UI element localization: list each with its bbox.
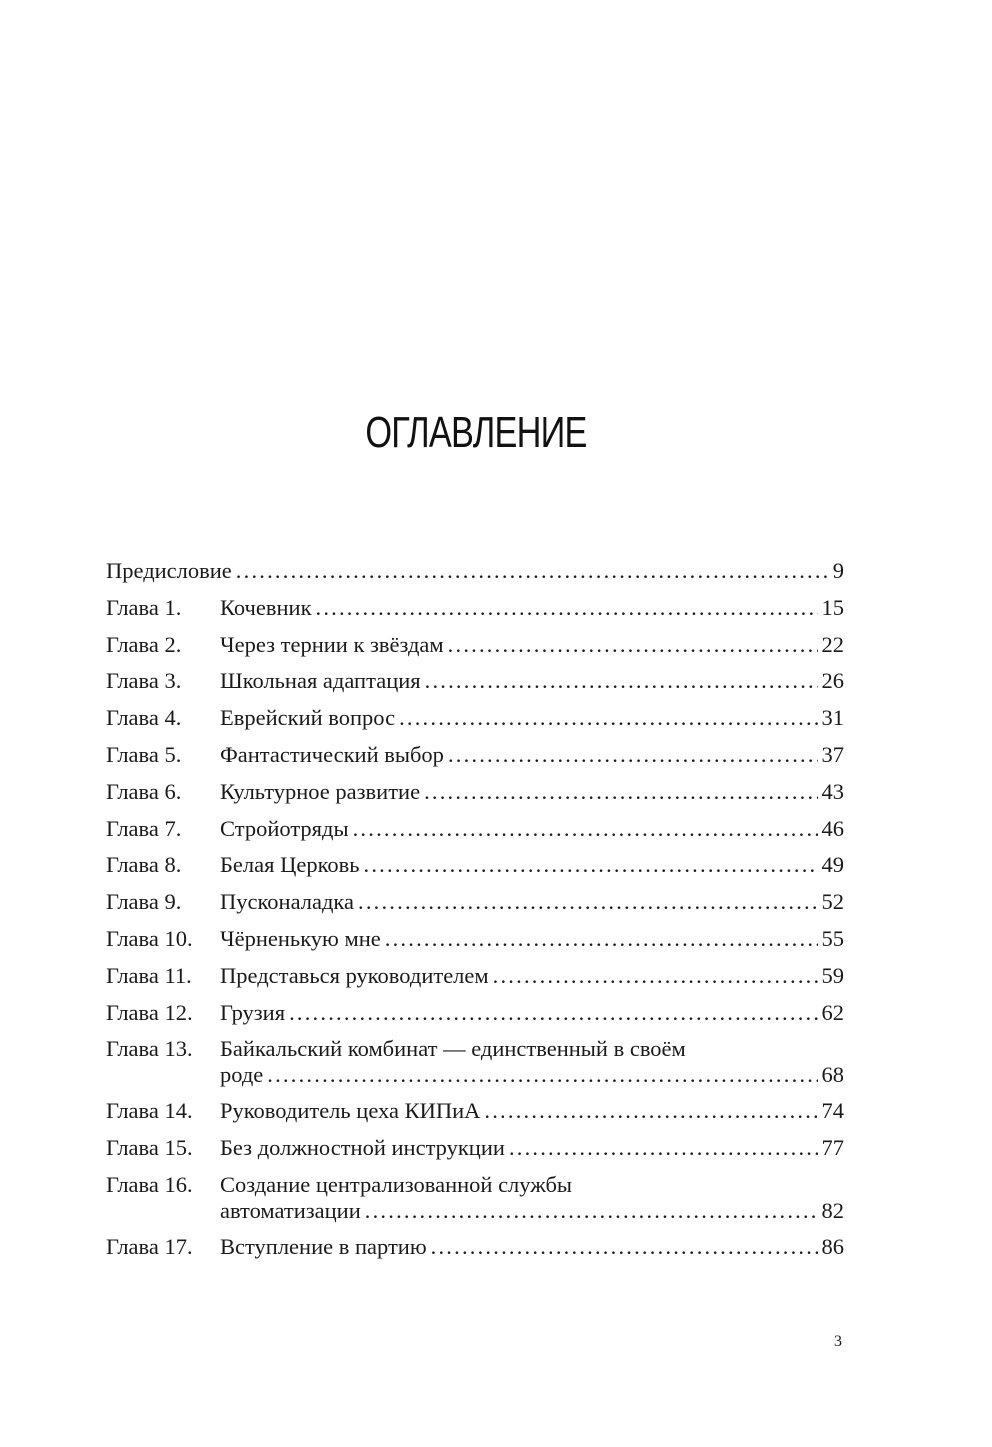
page-title: ОГЛАВЛЕНИЕ [365, 408, 587, 457]
toc-entry-title: Пусконаладка [220, 889, 354, 915]
toc-entry-title: Еврейский вопрос [220, 705, 396, 731]
toc-entry-label: Глава 2. [106, 631, 182, 657]
toc-entry-label: Глава 5. [106, 741, 182, 767]
toc-entry-page: 43 [821, 778, 844, 804]
toc-entry-chapter-16[interactable] [106, 1167, 844, 1229]
toc-entry-page: 15 [821, 594, 844, 620]
toc-entry-title: Школьная адаптация [220, 668, 421, 694]
toc-entry-page: 9 [832, 558, 844, 583]
table-of-contents [106, 553, 844, 1266]
toc-entry-page: 59 [821, 962, 844, 988]
toc-entry-title: роде [220, 1062, 264, 1088]
page-number: 3 [834, 1333, 842, 1350]
toc-entry-title: Белая Церковь [220, 852, 360, 878]
toc-entry-label: Глава 3. [106, 668, 182, 694]
dot-leader [358, 884, 818, 921]
dot-leader [484, 1093, 817, 1130]
toc-entry-page: 68 [821, 1062, 844, 1088]
toc-entry-page: 37 [821, 741, 844, 767]
toc-entry-title: автоматизации [220, 1197, 361, 1223]
dot-leader [353, 811, 818, 848]
dot-leader [236, 553, 829, 590]
toc-entry-title: Представься руководителем [220, 962, 489, 988]
dot-leader [431, 1229, 818, 1266]
dot-leader [267, 1062, 817, 1088]
toc-entry-chapter-3[interactable] [106, 663, 844, 700]
toc-entry-label: Глава 13. [106, 1036, 193, 1062]
dot-leader [493, 958, 818, 995]
toc-entry-title-line-1: Создание централизованной службы [220, 1171, 573, 1197]
toc-entry-chapter-7[interactable] [106, 811, 844, 848]
toc-entry-label: Глава 14. [106, 1098, 193, 1124]
toc-entry-chapter-13[interactable] [106, 1031, 844, 1093]
toc-entry-chapter-2[interactable] [106, 627, 844, 664]
toc-entry-label: Глава 7. [106, 815, 182, 841]
toc-entry-chapter-17[interactable] [106, 1229, 844, 1266]
toc-entry-title: Вступление в партию [220, 1233, 427, 1259]
toc-entry-chapter-4[interactable] [106, 700, 844, 737]
toc-entry-chapter-14[interactable] [106, 1093, 844, 1130]
toc-entry-label: Глава 11. [106, 962, 192, 988]
toc-entry-title: Руководитель цеха КИПиА [220, 1098, 481, 1124]
toc-entry-page: 46 [821, 815, 844, 841]
toc-entry-label: Глава 10. [106, 925, 193, 951]
dot-leader [316, 590, 818, 627]
dot-leader [425, 663, 818, 700]
toc-entry-label: Глава 16. [106, 1171, 193, 1197]
toc-entry-title: Грузия [220, 999, 286, 1025]
toc-entry-title: Кочевник [220, 594, 312, 620]
toc-entry-title: Предисловие [106, 558, 232, 583]
toc-entry-label: Глава 1. [106, 594, 182, 620]
toc-entry-chapter-11[interactable] [106, 958, 844, 995]
toc-entry-chapter-12[interactable] [106, 995, 844, 1032]
toc-entry-chapter-1[interactable] [106, 590, 844, 627]
dot-leader [509, 1130, 818, 1167]
dot-leader [399, 700, 817, 737]
toc-entry-title: Без должностной инструкции [220, 1135, 505, 1161]
toc-entry-chapter-6[interactable] [106, 774, 844, 811]
toc-entry-preface[interactable] [106, 553, 844, 590]
toc-entry-page: 26 [821, 668, 844, 694]
dot-leader [365, 1198, 818, 1224]
dot-leader [364, 847, 818, 884]
toc-entry-title-line-1: Байкальский комбинат — единственный в своём [220, 1036, 686, 1062]
toc-entry-chapter-9[interactable] [106, 884, 844, 921]
toc-entry-chapter-8[interactable] [106, 847, 844, 884]
toc-entry-page: 74 [821, 1098, 844, 1124]
toc-entry-page: 52 [821, 889, 844, 915]
toc-entry-label: Глава 8. [106, 852, 182, 878]
toc-entry-label: Глава 17. [106, 1233, 193, 1259]
toc-entry-page: 55 [821, 925, 844, 951]
toc-entry-chapter-15[interactable] [106, 1130, 844, 1167]
toc-entry-page: 31 [821, 705, 844, 731]
toc-entry-title: Стройотряды [220, 815, 349, 841]
toc-entry-page: 82 [821, 1197, 844, 1223]
toc-entry-page: 49 [821, 852, 844, 878]
toc-entry-label: Глава 15. [106, 1135, 193, 1161]
toc-entry-page: 86 [821, 1233, 844, 1259]
toc-entry-page: 77 [821, 1135, 844, 1161]
toc-entry-title: Чёрненькую мне [220, 925, 381, 951]
toc-entry-title: Фантастический выбор [220, 741, 444, 767]
toc-entry-label: Глава 9. [106, 889, 182, 915]
toc-entry-label: Глава 12. [106, 999, 193, 1025]
dot-leader [448, 737, 818, 774]
dot-leader [289, 995, 817, 1032]
toc-entry-chapter-5[interactable] [106, 737, 844, 774]
toc-entry-label: Глава 6. [106, 778, 182, 804]
toc-entry-page: 22 [821, 631, 844, 657]
toc-entry-title: Через тернии к звёздам [220, 631, 444, 657]
dot-leader [385, 921, 818, 958]
toc-entry-page: 62 [821, 999, 844, 1025]
toc-entry-chapter-10[interactable] [106, 921, 844, 958]
toc-entry-title: Культурное развитие [220, 778, 421, 804]
dot-leader [424, 774, 817, 811]
toc-entry-label: Глава 4. [106, 705, 182, 731]
dot-leader [448, 627, 818, 664]
